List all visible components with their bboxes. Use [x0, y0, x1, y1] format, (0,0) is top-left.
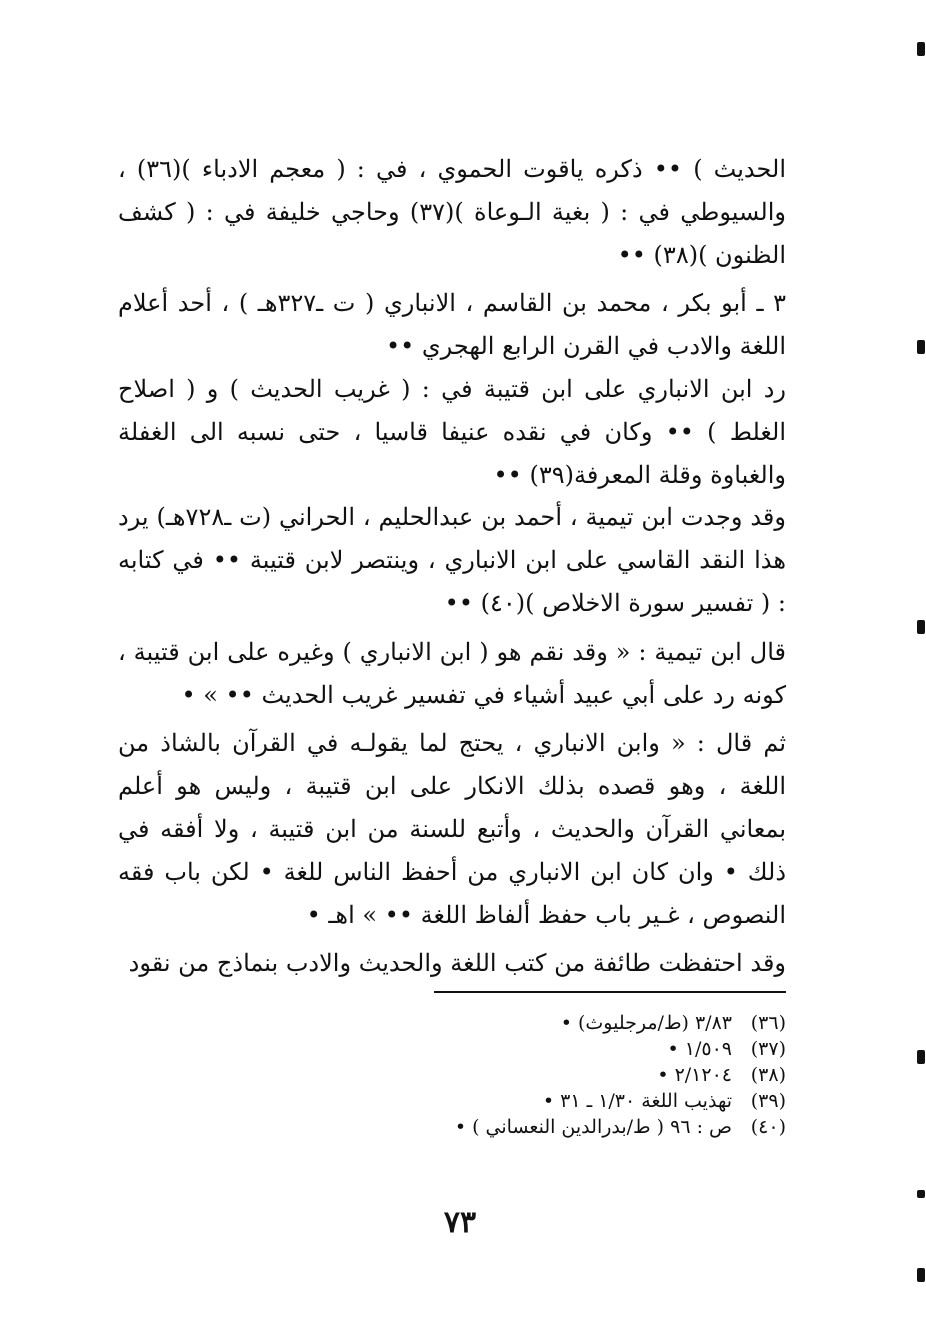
- footnote-item: [300, 1114, 786, 1140]
- paragraph-5: قال ابن تيمية : « وقد نقم هو ( ابن الانباري ) وغيره على ابن قتيبة ، كونه رد على أبي عبيد أشياء في تفسير غريب الحديث •• » •: [118, 637, 786, 709]
- footnote-text: ١/٥٠٩ •: [667, 1038, 732, 1060]
- paragraph-2: ٣ ـ أبو بكر ، محمد بن القاسم ، الانباري ( ت ـ٣٢٧هـ ) ، أحد أعلام اللغة والادب في القرن الرابع الهجري ••: [118, 289, 786, 361]
- footnote-text: ٢/١٢٠٤ •: [657, 1064, 732, 1086]
- scan-edge-mark: [917, 42, 925, 56]
- footnote-number: (٣٨): [750, 1064, 786, 1086]
- scan-edge-mark: [917, 1050, 925, 1064]
- footnote-item: [300, 1062, 786, 1088]
- paragraph-1: الحديث ) •• ذكره ياقوت الحموي ، في : ( معجم الادباء )(٣٦) ، والسيوطي في : ( بغية الـوعاة )(٣٧) وحاجي خليفة في : ( كشف الظنون )(٣٨) ••: [118, 155, 786, 269]
- footnote-text: تهذيب اللغة ١/٣٠ ـ ٣١ •: [542, 1090, 732, 1112]
- paragraph-4: وقد وجدت ابن تيمية ، أحمد بن عبدالحليم ، الحراني (ت ـ٧٢٨هـ) يرد هذا النقد القاسي على ابن الانباري ، وينتصر لابن قتيبة •• في كتابه : ( تفسير سورة الاخلاص )(٤٠) ••: [118, 503, 786, 617]
- body-text: [118, 148, 786, 985]
- footnote-number: (٤٠): [750, 1116, 786, 1138]
- footnote-item: [300, 1010, 786, 1036]
- footnotes: [300, 1010, 786, 1140]
- footnote-number: (٣٦): [750, 1012, 786, 1034]
- footnote-text: ص : ٩٦ ( ط/بدرالدين النعساني ) •: [454, 1116, 732, 1138]
- page-number: ٧٣: [443, 1205, 477, 1240]
- footnote-number: (٣٧): [750, 1038, 786, 1060]
- scan-edge-mark: [917, 340, 925, 354]
- footnote-item: [300, 1036, 786, 1062]
- scan-edge-mark: [917, 1190, 925, 1198]
- footnote-number: (٣٩): [750, 1090, 786, 1112]
- scan-edge-mark: [917, 620, 925, 634]
- footnote-item: [300, 1088, 786, 1114]
- footnote-text: ٣/٨٣ (ط/مرجليوث) •: [560, 1012, 732, 1034]
- paragraph-6: ثم قال : « وابن الانباري ، يحتج لما يقولـه في القرآن بالشاذ من اللغة ، وهو قصده بذلك الانكار على ابن قتيبة ، وليس هو أعلم بمعاني القرآن والحديث ، وأتبع للسنة من ابن قتيبة ، ولا أفقه في ذلك • وان كان ابن الانباري من أحفظ الناس للغة • لكن باب فقه النصوص ، غـير باب حفظ ألفاظ اللغة •• » اهـ •: [118, 729, 787, 929]
- footnote-divider: [434, 991, 786, 993]
- paragraph-7: وقد احتفظت طائفة من كتب اللغة والحديث والادب بنماذج من نقود: [128, 949, 786, 978]
- paragraph-3: رد ابن الانباري على ابن قتيبة في : ( غريب الحديث ) و ( اصلاح الغلط ) •• وكان في نقده عنيفا قاسيا ، حتى نسبه الى الغفلة والغباوة وقلة المعرفة(٣٩) ••: [118, 374, 786, 489]
- scan-edge-mark: [917, 1268, 925, 1282]
